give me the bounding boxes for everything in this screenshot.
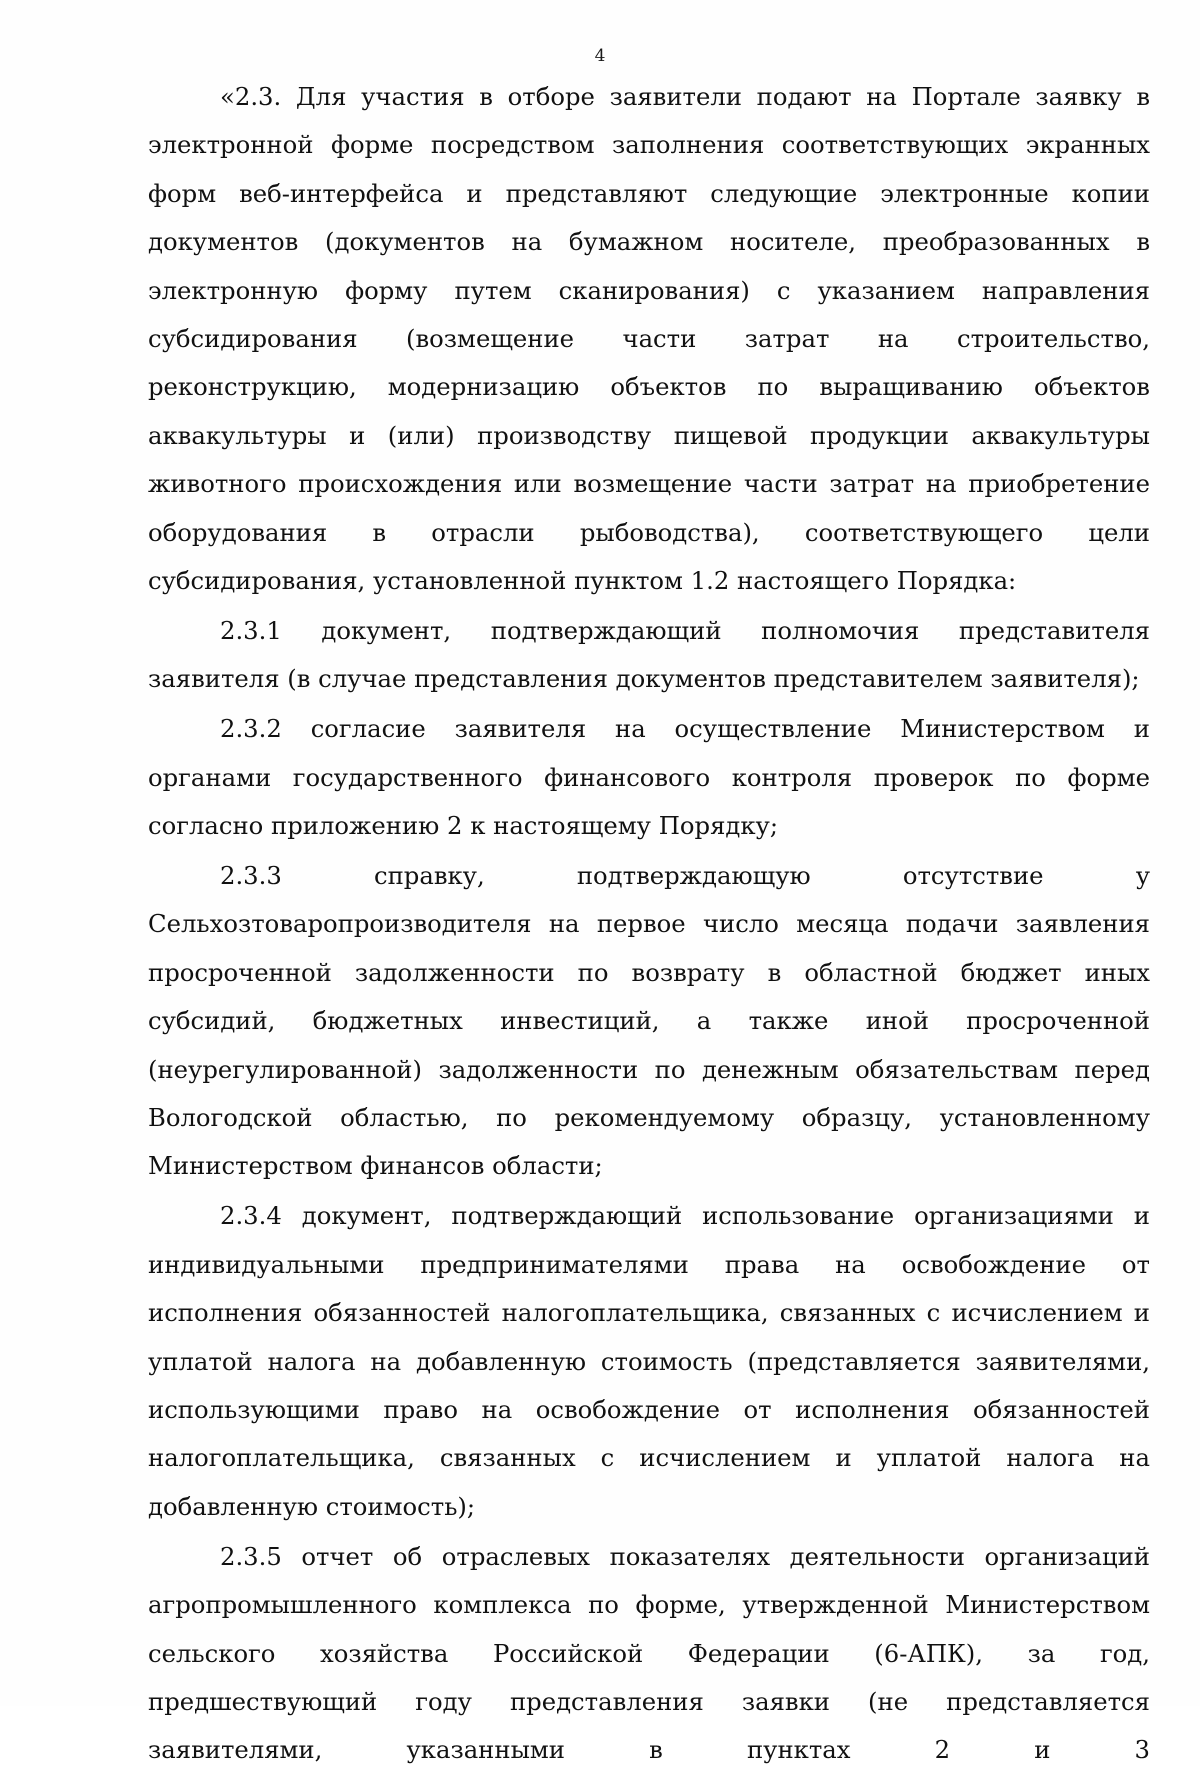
paragraph-2-3-5: 2.3.5 отчет об отраслевых показателях деятельности организаций агропромышленного комплекса по форме, утвержденной Министерством сельского хозяйства Российской Федерации (6-АПК), за год, предшествующий году представления заявки (не представляется заявителями, указанными в пунктах 2 и 3 — [148, 1541, 1150, 1765]
paragraph-2-3: «2.3. Для участия в отборе заявители подают на Портале заявку в электронной форме посредством заполнения соответствующих экранных форм веб-интерфейса и представляют следующие электронные копии документов (документов на бумажном носителе, преобразованных в электронную форму путем сканирования) с указанием направления субсидирования (возмещение части затрат на строительство, реконструкцию, модернизацию объектов по выращиванию объектов аквакультуры и (или) производству пищевой продукции аквакультуры животного происхождения или возмещение части затрат на приобретение оборудования в отрасли рыбоводства), соответствующего цели субсидирования, установленной пунктом 1.2 настоящего Порядка: — [148, 82, 1150, 596]
document-body — [148, 73, 1150, 1776]
paragraph-2-3-3: 2.3.3 справку, подтверждающую отсутствие у Сельхозтоваропроизводителя на первое число месяца подачи заявления просроченной задолженности по возврату в областной бюджет иных субсидий, бюджетных инвестиций, а также иной просроченной (неурегулированной) задолженности по денежным обязательствам перед Вологодской областью, по рекомендуемому образцу, установленному Министерством финансов области; — [148, 861, 1150, 1181]
paragraph-2-3-2: 2.3.2 согласие заявителя на осуществление Министерством и органами государственного финансового контроля проверок по форме согласно приложению 2 к настоящему Порядку; — [148, 714, 1150, 841]
paragraph-2-3-4: 2.3.4 документ, подтверждающий использование организациями и индивидуальными предпринимателями права на освобождение от исполнения обязанностей налогоплательщика, связанных с исчислением и уплатой налога на добавленную стоимость (представляется заявителями, использующими право на освобождение от исполнения обязанностей налогоплательщика, связанных с исчислением и уплатой налога на добавленную стоимость); — [148, 1201, 1150, 1521]
page-number: 4 — [594, 46, 606, 66]
paragraph-2-3-1: 2.3.1 документ, подтверждающий полномочия представителя заявителя (в случае представления документов представителем заявителя); — [148, 615, 1150, 694]
